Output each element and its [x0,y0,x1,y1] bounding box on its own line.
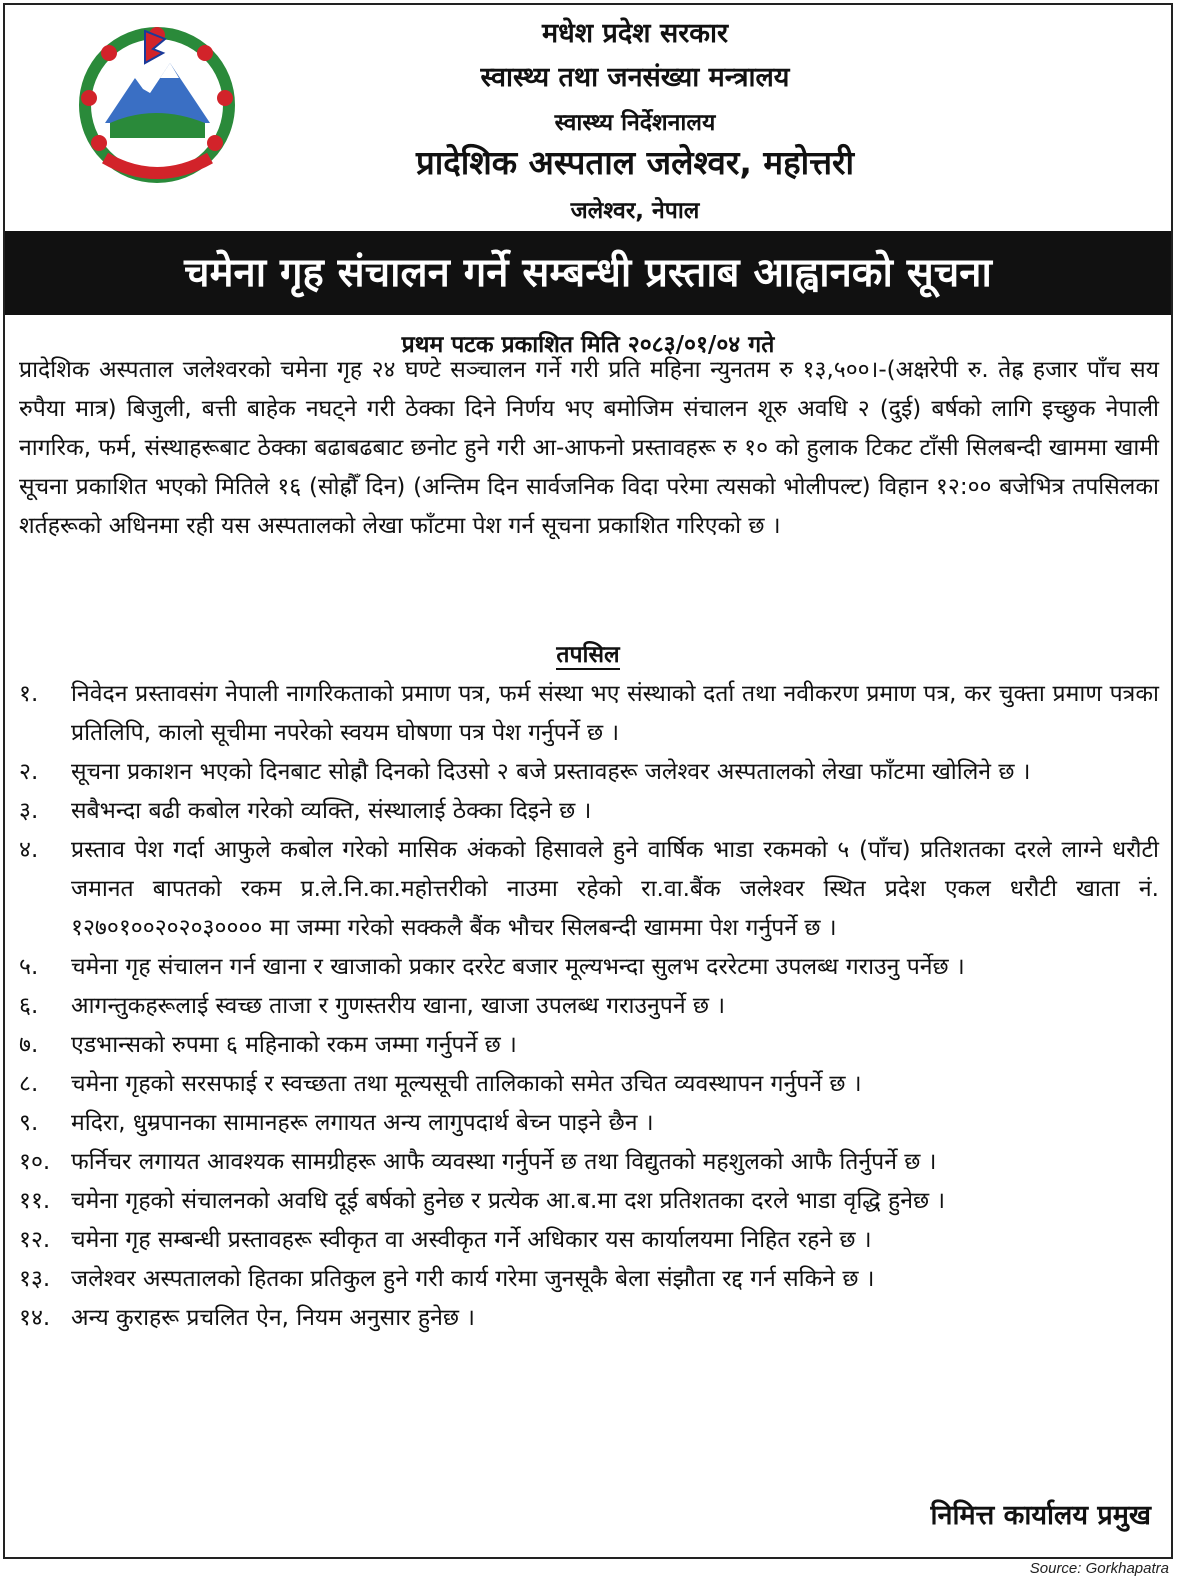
condition-text: अन्य कुराहरू प्रचलित ऐन, नियम अनुसार हुनेछ । [71,1305,476,1331]
nepal-emblem-icon [75,23,240,188]
condition-text: निवेदन प्रस्तावसंग नेपाली नागरिकताको प्रमाण पत्र, फर्म संस्था भए संस्थाको दर्ता तथा नवीकरण प्रमाण पत्र, कर चुक्ता प्रमाण पत्रका प्रतिलिपि, कालो सूचीमा नपरेको स्वयम घोषणा पत्र पेश गर्नुपर्ने छ । [71,681,1159,746]
condition-item [19,1143,1159,1182]
condition-item [19,1104,1159,1143]
ministry-name: स्वास्थ्य तथा जनसंख्या मन्त्रालय [480,62,790,93]
condition-number: ६. [19,993,39,1019]
publish-date: प्रथम पटक प्रकाशित मिति २०८३/०१/०४ गते [401,332,775,358]
condition-item [19,753,1159,792]
condition-number: ४. [19,837,39,863]
condition-text: चमेना गृहको संचालनको अवधि दूई बर्षको हुनेछ र प्रत्येक आ.ब.मा दश प्रतिशतका दरले भाडा वृद्धि हुनेछ । [71,1188,946,1214]
condition-number: ९. [19,1110,39,1136]
condition-item [19,1260,1159,1299]
directorate-name: स्वास्थ्य निर्देशनालय [554,110,716,136]
condition-number: ७. [19,1032,39,1058]
notice-frame [3,3,1173,1559]
condition-item [19,792,1159,831]
condition-item [19,1026,1159,1065]
source-credit: Source: Gorkhapatra [1029,1560,1169,1577]
signature-title: निमित्त कार्यालय प्रमुख [930,1500,1151,1531]
hospital-name: प्रादेशिक अस्पताल जलेश्वर, महोत्तरी [415,143,855,182]
condition-item [19,675,1159,753]
condition-text: चमेना गृह संचालन गर्न खाना र खाजाको प्रकार दररेट बजार मूल्यभन्दा सुलभ दररेटमा उपलब्ध गराउनु पर्नेछ । [71,954,965,980]
government-name: मधेश प्रदेश सरकार [541,18,729,49]
condition-text: सबैभन्दा बढी कबोल गरेको व्यक्ति, संस्थालाई ठेक्का दिइने छ । [71,798,592,824]
condition-number: १३. [19,1266,51,1292]
condition-item [19,1221,1159,1260]
conditions-list [19,675,1159,1338]
condition-text: जलेश्वर अस्पतालको हितका प्रतिकुल हुने गरी कार्य गरेमा जुनसूकै बेला संझौता रद्द गर्न सकिने छ । [71,1266,875,1292]
intro-paragraph: प्रादेशिक अस्पताल जलेश्वरको चमेना गृह २४ घण्टे सञ्चालन गर्ने गरी प्रति महिना न्युनतम रु १३,५००।-(अक्षरेपी रु. तेह्र हजार पाँच सय रुपैया मात्र) बिजुली, बत्ती बाहेक नघट्ने गरी ठेक्का दिने निर्णय भए बमोजिम संचालन शूरु अवधि २ (दुई) बर्षको लागि इच्छुक नेपाली नागरिक, फर्म, संस्थाहरूबाट ठेक्का बढाबढबाट छनोट हुने गरी आ-आफनो प्रस्तावहरू रु १० को हुलाक टिकट टाँसी सिलबन्दी खाममा खामी सूचना प्रकाशित भएको मितिले १६ (सोह्रौँ दिन) (अन्तिम दिन सार्वजनिक विदा परेमा त्यसको भोलीपल्ट) विहान १२:०० बजेभित्र तपसिलका शर्तहरूको अधिनमा रही यस अस्पतालको लेखा फाँटमा पेश गर्न सूचना प्रकाशित गरिएको छ । [19,357,1159,539]
condition-number: १२. [19,1227,51,1253]
condition-number: १४. [19,1305,51,1331]
condition-item [19,1065,1159,1104]
condition-number: १०. [19,1149,51,1175]
condition-text: आगन्तुकहरूलाई स्वच्छ ताजा र गुणस्तरीय खाना, खाजा उपलब्ध गराउनुपर्ने छ । [71,993,726,1019]
condition-text: चमेना गृहको सरसफाई र स्वच्छता तथा मूल्यसूची तालिकाको समेत उचित व्यवस्थापन गर्नुपर्ने छ । [71,1071,862,1097]
hospital-address: जलेश्वर, नेपाल [570,198,700,224]
condition-text: प्रस्ताव पेश गर्दा आफुले कबोल गरेको मासिक अंकको हिसावले हुने वार्षिक भाडा रकमको ५ (पाँच) प्रतिशतका दरले लाग्ने धरौटी जमानत बापतको रकम प्र.ले.नि.का.महोत्तरीको नाउमा रहेको रा.वा.बैंक जलेश्वर स्थित प्रदेश एकल धरौटी खाता नं. १२७०१००२०२०३०००० मा जम्मा गरेको सक्कलै बैंक भौचर सिलबन्दी खाममा पेश गर्नुपर्ने छ । [71,837,1159,941]
condition-item [19,1299,1159,1338]
condition-item [19,948,1159,987]
condition-number: १. [19,681,39,707]
condition-item [19,831,1159,948]
condition-text: सूचना प्रकाशन भएको दिनबाट सोह्रौ दिनको दिउसो २ बजे प्रस्तावहरू जलेश्वर अस्पतालको लेखा फाँटमा खोलिने छ । [71,759,1031,785]
condition-number: ८. [19,1071,39,1097]
condition-number: २. [19,759,39,785]
condition-item [19,987,1159,1026]
notice-title: चमेना गृह संचालन गर्ने सम्बन्धी प्रस्ताब आह्वानको सूचना [5,231,1171,315]
conditions-heading [5,637,1171,669]
condition-text: फर्निचर लगायत आवश्यक सामग्रीहरू आफै व्यवस्था गर्नुपर्ने छ तथा विद्युतको महशुलको आफै तिर्नुपर्ने छ । [71,1149,937,1175]
condition-number: ५. [19,954,39,980]
condition-text: मदिरा, धुम्रपानका सामानहरू लगायत अन्य लागुपदार्थ बेच्न पाइने छैन । [71,1110,654,1136]
condition-item [19,1182,1159,1221]
header [5,5,1171,230]
condition-number: ११. [19,1188,51,1214]
conditions-heading-text: तपसिल [556,642,620,668]
condition-text: चमेना गृह सम्बन्धी प्रस्तावहरू स्वीकृत वा अस्वीकृत गर्ने अधिकार यस कार्यालयमा निहित रहने छ । [71,1227,872,1253]
condition-number: ३. [19,798,39,824]
condition-text: एडभान्सको रुपमा ६ महिनाको रकम जम्मा गर्नुपर्ने छ । [71,1032,517,1058]
